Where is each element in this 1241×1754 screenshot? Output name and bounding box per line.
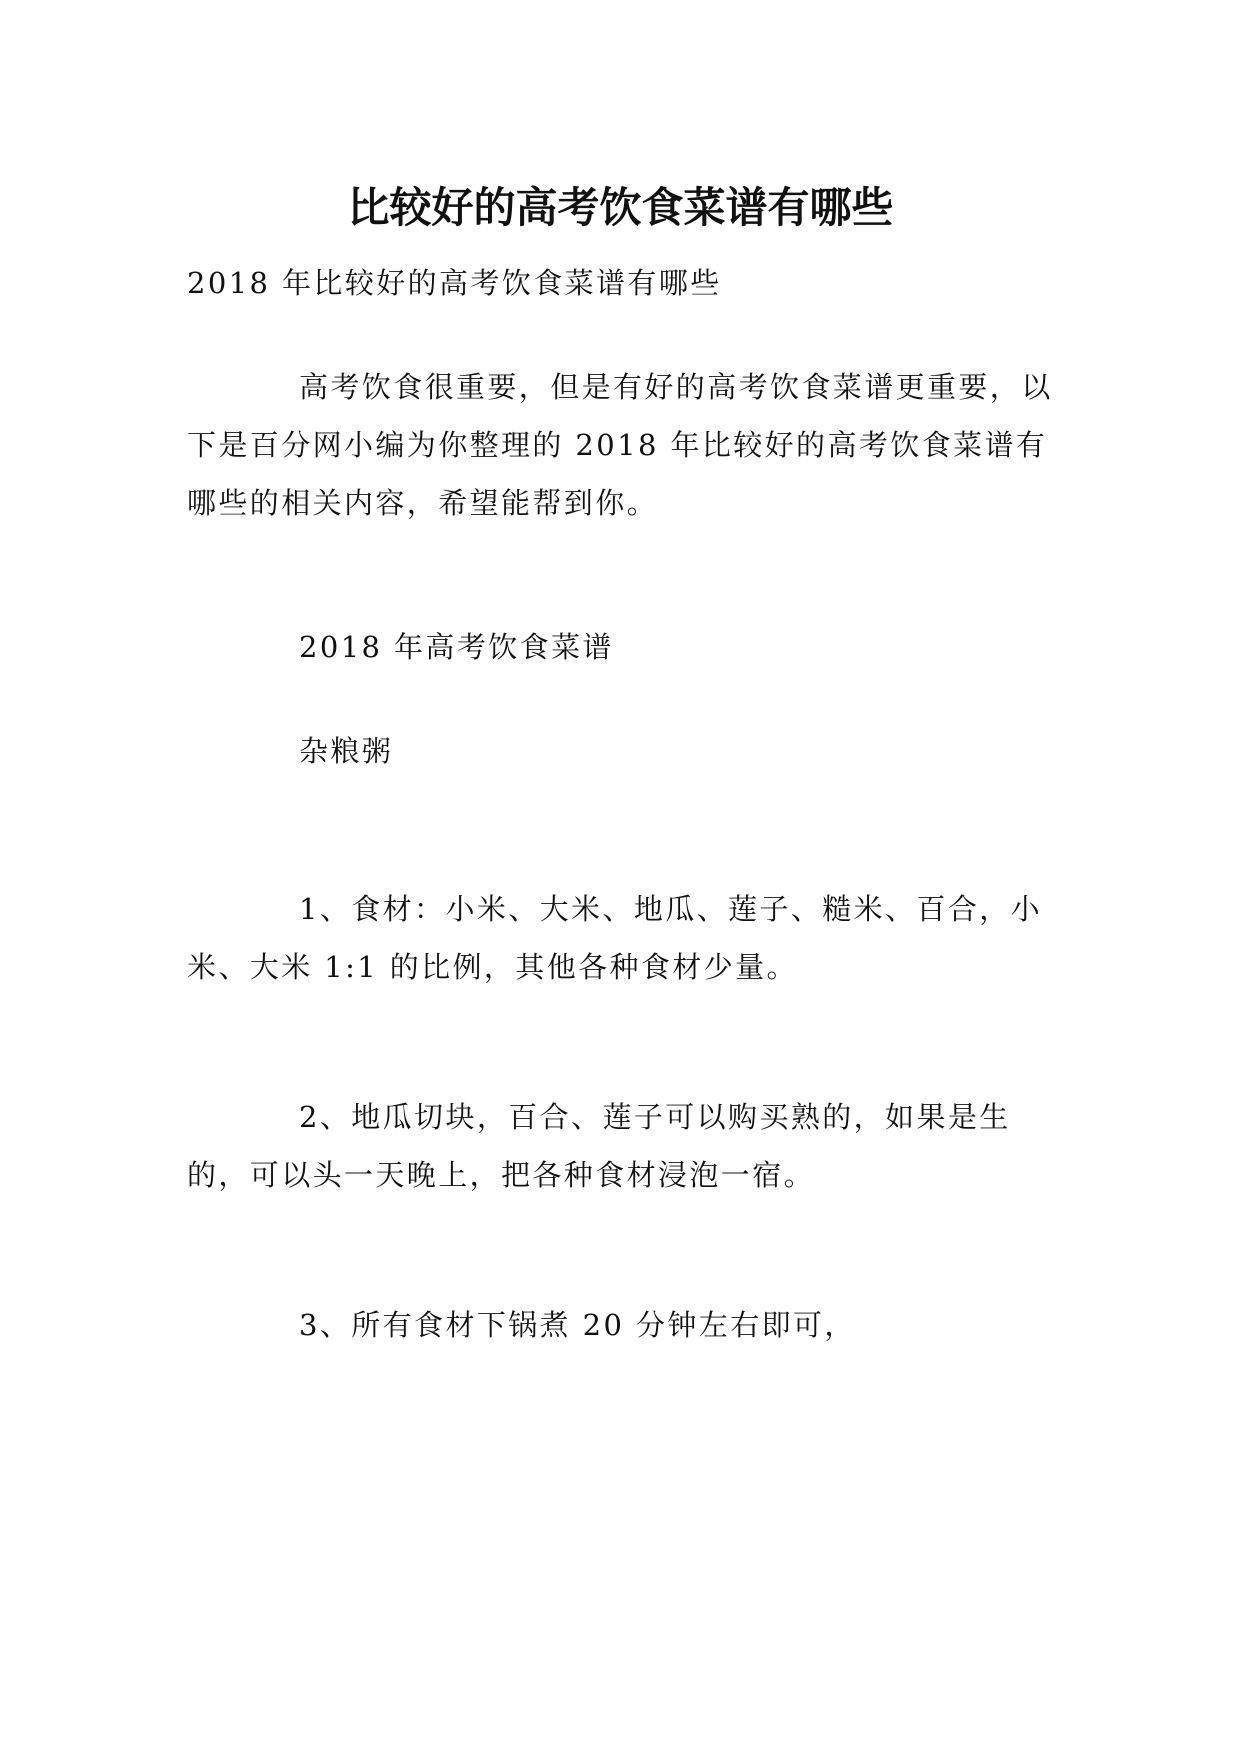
section-heading: 2018 年高考饮食菜谱 bbox=[299, 630, 614, 664]
document-title: 比较好的高考饮食菜谱有哪些 bbox=[347, 183, 894, 233]
dish-name: 杂粮粥 bbox=[299, 734, 394, 768]
step-paragraph-3: 3、所有食材下锅煮 20 分钟左右即可， bbox=[299, 1308, 856, 1342]
document-subtitle: 2018 年比较好的高考饮食菜谱有哪些 bbox=[187, 266, 722, 300]
intro-paragraph: 高考饮食很重要，但是有好的高考饮食菜谱更重要，以下是百分网小编为你整理的 2018 年比较好的高考饮食菜谱有哪些的相关内容，希望能帮到你。 bbox=[187, 370, 1053, 520]
step-paragraph-2: 2、地瓜切块，百合、莲子可以购买熟的，如果是生的，可以头一天晚上，把各种食材浸泡一宿。 bbox=[187, 1100, 1011, 1192]
step-paragraph-1: 1、食材：小米、大米、地瓜、莲子、糙米、百合，小米、大米 1:1 的比例，其他各种食材少量。 bbox=[187, 892, 1043, 984]
